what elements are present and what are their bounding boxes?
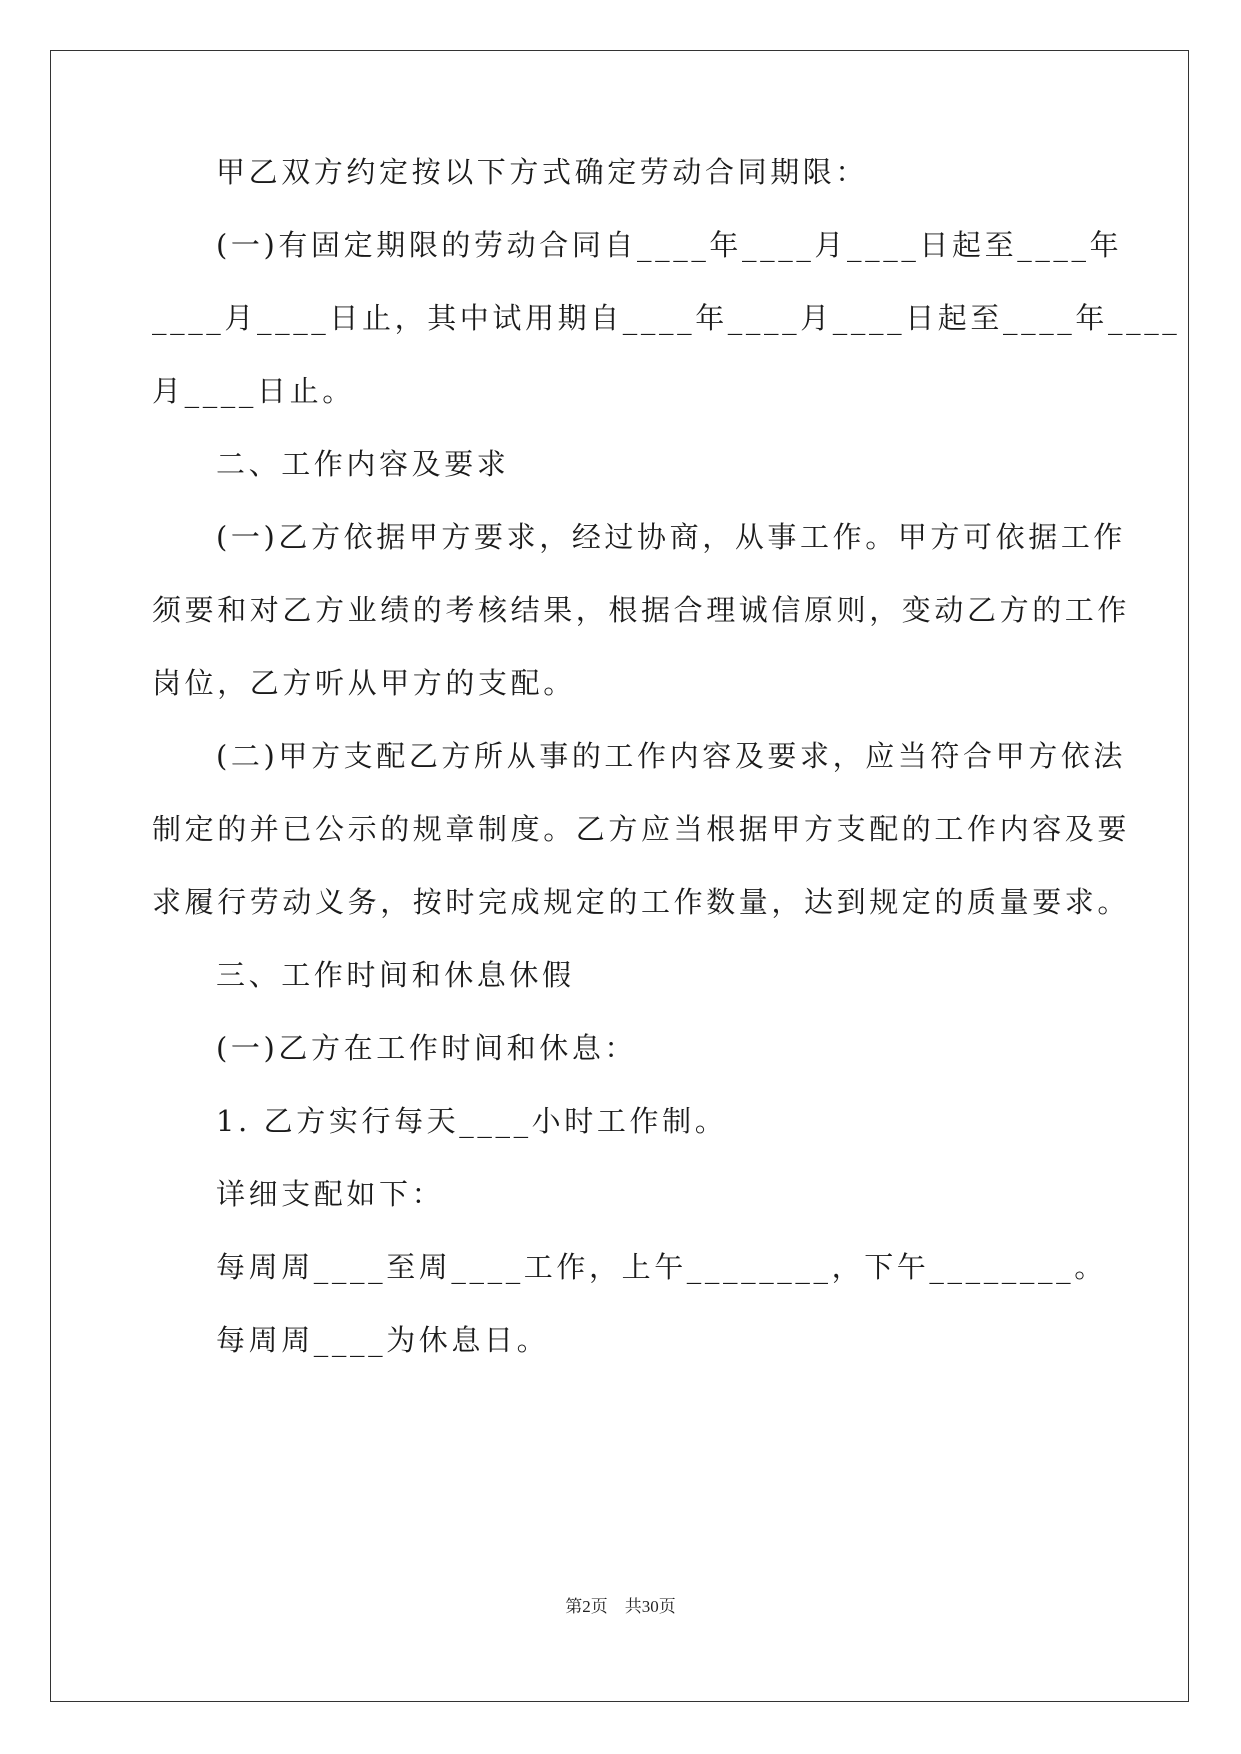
paragraph-line: 甲乙双方约定按以下方式确定劳动合同期限： bbox=[216, 155, 869, 189]
section-heading: 三、工作时间和休息休假 bbox=[216, 958, 575, 992]
paragraph-line: (一)有固定期限的劳动合同自____年____月____日起至____年 bbox=[216, 228, 1123, 262]
section-heading: 二、工作内容及要求 bbox=[216, 447, 510, 481]
paragraph-line: 月____日止。 bbox=[152, 374, 355, 408]
paragraph-line: 岗位，乙方听从甲方的支配。 bbox=[152, 666, 576, 700]
paragraph-line: ____月____日止，其中试用期自____年____月____日起至____年____ bbox=[152, 301, 1181, 335]
paragraph-line: 每周周____至周____工作，上午________，下午________。 bbox=[216, 1250, 1107, 1284]
paragraph-line: 求履行劳动义务，按时完成规定的工作数量，达到规定的质量要求。 bbox=[152, 885, 1131, 919]
paragraph-line: 1. 乙方实行每天____小时工作制。 bbox=[216, 1104, 728, 1138]
paragraph-line: 每周周____为休息日。 bbox=[216, 1323, 550, 1357]
paragraph-line: (一)乙方依据甲方要求，经过协商，从事工作。甲方可依据工作 bbox=[216, 520, 1127, 554]
paragraph-line: 须要和对乙方业绩的考核结果，根据合理诚信原则，变动乙方的工作 bbox=[152, 593, 1131, 627]
page-number: 第2页 共30页 bbox=[565, 1597, 676, 1616]
paragraph-line: (一)乙方在工作时间和休息： bbox=[216, 1031, 638, 1065]
paragraph-line: 详细支配如下： bbox=[216, 1177, 445, 1211]
paragraph-line: (二)甲方支配乙方所从事的工作内容及要求，应当符合甲方依法 bbox=[216, 739, 1127, 773]
paragraph-line: 制定的并已公示的规章制度。乙方应当根据甲方支配的工作内容及要 bbox=[152, 812, 1131, 846]
